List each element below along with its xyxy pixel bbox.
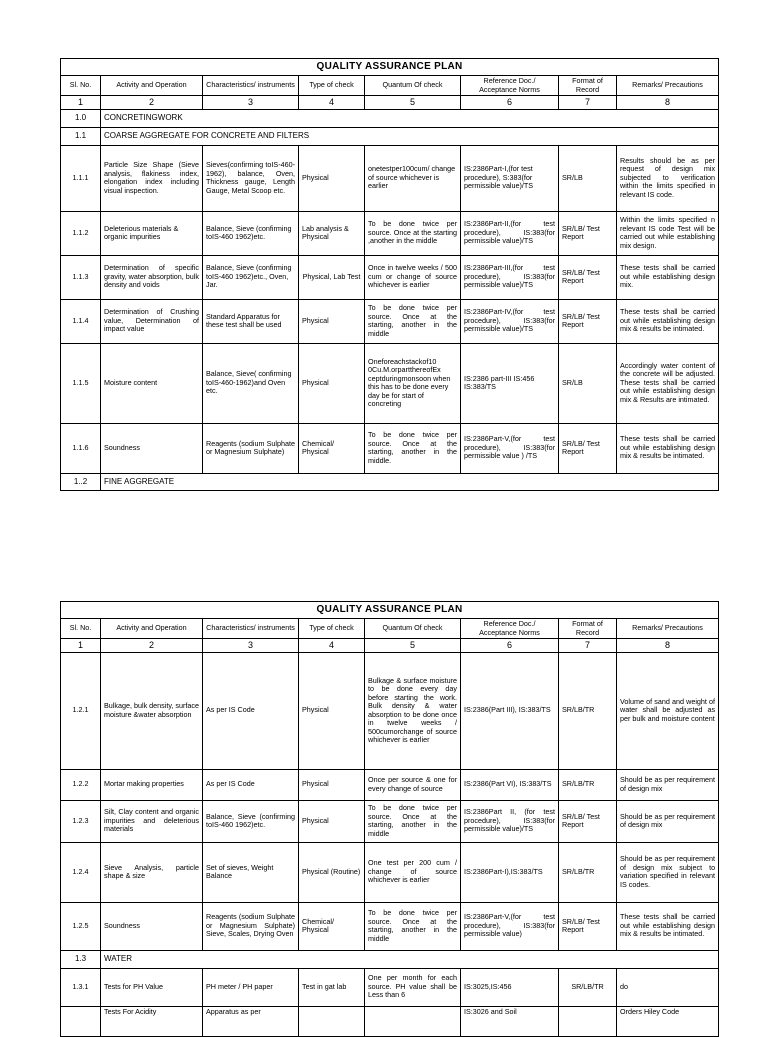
row-sl: 1.1.5 (61, 343, 101, 423)
row-activity: Silt, Clay content and organic impurities and deleterious materials (101, 800, 203, 842)
row-sl: 1.2.2 (61, 769, 101, 800)
header-sl: Sl. No. (61, 619, 101, 639)
row-remarks: Accordingly water content of the concrete will be adjusted. These tests shall be carried out while establishing design mix & Results are intimated. (617, 343, 719, 423)
row-sl: 1.1.2 (61, 211, 101, 255)
qap-table-2 (60, 601, 719, 1037)
row-format: SR/LB/ Test Report (559, 211, 617, 255)
row-type: Chemical/ Physical (299, 423, 365, 473)
row-quantum (365, 1006, 461, 1036)
row-reference: IS:2386Part II, (for test procedure), IS:383(for permissible value)/TS (461, 800, 559, 842)
row-remarks: Should be as per requirement of design mix subject to variation specified in relevant IS codes. (617, 842, 719, 902)
row-sl: 1.2.4 (61, 842, 101, 902)
row-characteristics: Balance, Sieve (confirming toIS-460 1962)etc., Oven, Jar. (203, 255, 299, 299)
row-activity: Moisture content (101, 343, 203, 423)
row-type (299, 1006, 365, 1036)
row-type: Physical (Routine) (299, 842, 365, 902)
row-characteristics: As per IS Code (203, 652, 299, 769)
header-reference: Reference Doc./ Acceptance Norms (461, 619, 559, 639)
row-quantum: To be done twice per source. Once at the starting, another in the middle (365, 299, 461, 343)
row-format: SR/LB/TR (559, 842, 617, 902)
row-type: Physical (299, 145, 365, 211)
row-reference: IS:3025,IS:456 (461, 968, 559, 1006)
row-characteristics: As per IS Code (203, 769, 299, 800)
row-remarks: Orders Hiley Code (617, 1006, 719, 1036)
row-sl: 1.1.1 (61, 145, 101, 211)
row-reference: IS:2386Part-I,(for test procedure), S:383(for permissible value)/TS (461, 145, 559, 211)
row-activity: Determination of Crushing value, Determination of impact value (101, 299, 203, 343)
col-number: 6 (461, 96, 559, 110)
table-row (61, 652, 719, 769)
row-remarks: Results should be as per request of design mix subjected to verification within the limits specified in relevant IS code. (617, 145, 719, 211)
row-type: Physical (299, 343, 365, 423)
table-row (61, 769, 719, 800)
header-reference: Reference Doc./ Acceptance Norms (461, 76, 559, 96)
row-format: SR/LB/ Test Report (559, 255, 617, 299)
header-activity: Activity and Operation (101, 619, 203, 639)
row-reference: IS:2386 part-III IS:456 IS:383/TS (461, 343, 559, 423)
header-row (61, 619, 719, 639)
table-row (61, 145, 719, 211)
column-number-row (61, 96, 719, 110)
row-reference: IS:2386Part-V,(for test procedure), IS:383(for permissible value ) /TS (461, 423, 559, 473)
section-number: 1.0 (61, 109, 101, 127)
row-sl: 1.3.1 (61, 968, 101, 1006)
section-label: CONCRETINGWORK (101, 109, 719, 127)
row-format: SR/LB/TR (559, 769, 617, 800)
row-sl: 1.1.6 (61, 423, 101, 473)
row-remarks: Should be as per requirement of design mix (617, 800, 719, 842)
col-number: 2 (101, 96, 203, 110)
row-remarks: Should be as per requirement of design mix (617, 769, 719, 800)
table-row (61, 423, 719, 473)
row-remarks: Volume of sand and weight of water shall be adjusted as per bulk and moisture content (617, 652, 719, 769)
row-activity: Deleterious materials & organic impurities (101, 211, 203, 255)
header-quantum: Quantum Of check (365, 619, 461, 639)
col-number: 4 (299, 96, 365, 110)
row-activity: Soundness (101, 423, 203, 473)
row-characteristics: Apparatus as per (203, 1006, 299, 1036)
row-format: SR/LB/ Test Report (559, 800, 617, 842)
table-row (61, 299, 719, 343)
col-number: 2 (101, 639, 203, 653)
row-format (559, 1006, 617, 1036)
row-sl: 1.2.1 (61, 652, 101, 769)
row-format: SR/LB/ Test Report (559, 299, 617, 343)
col-number: 6 (461, 639, 559, 653)
row-type: Test in gat lab (299, 968, 365, 1006)
section-row (61, 473, 719, 490)
column-number-row (61, 639, 719, 653)
row-remarks: These tests shall be carried out while establishing design mix. (617, 255, 719, 299)
row-format: SR/LB/ Test Report (559, 902, 617, 950)
col-number: 1 (61, 96, 101, 110)
row-quantum: Bulkage & surface moisture to be done every day before starting the work. Bulk density & water absorption to be done once in twelve weeks / 500cumorchange of source whichever is earlier (365, 652, 461, 769)
row-reference: IS:2386Part-IV,(for test procedure), IS:383(for permissible value)/TS (461, 299, 559, 343)
row-type: Chemical/ Physical (299, 902, 365, 950)
row-quantum: To be done twice per source. Once at the starting, another in the middle (365, 902, 461, 950)
row-characteristics: Standard Apparatus for these test shall be used (203, 299, 299, 343)
col-number: 8 (617, 96, 719, 110)
table-row-partial (61, 1006, 719, 1036)
header-remarks: Remarks/ Precautions (617, 76, 719, 96)
row-quantum: To be done twice per source. Once at the starting, another in the middle. (365, 423, 461, 473)
col-number: 5 (365, 96, 461, 110)
row-characteristics: Reagents (sodium Sulphate or Magnesium Sulphate) (203, 423, 299, 473)
row-activity: Bulkage, bulk density, surface moisture &water absorption (101, 652, 203, 769)
header-sl: Sl. No. (61, 76, 101, 96)
row-format: SR/LB/ Test Report (559, 423, 617, 473)
section-label: COARSE AGGREGATE FOR CONCRETE AND FILTERS (101, 127, 719, 145)
plan-title: QUALITY ASSURANCE PLAN (61, 602, 719, 619)
row-quantum: Once in twelve weeks / 500 cum or change of source whichever is earlier (365, 255, 461, 299)
col-number: 7 (559, 96, 617, 110)
section-row (61, 127, 719, 145)
section-label: WATER (101, 950, 719, 968)
row-remarks: These tests shall be carried out while establishing design mix & results be intimated. (617, 299, 719, 343)
header-remarks: Remarks/ Precautions (617, 619, 719, 639)
row-activity: Tests For Acidity (101, 1006, 203, 1036)
row-remarks: These tests shall be carried out while establishing design mix & results be intimated. (617, 902, 719, 950)
section-number: 1.1 (61, 127, 101, 145)
section-row (61, 109, 719, 127)
row-format: SR/LB (559, 343, 617, 423)
qap-table-1 (60, 58, 719, 491)
header-activity: Activity and Operation (101, 76, 203, 96)
row-quantum: To be done twice per source. Once at the starting ,another in the middle (365, 211, 461, 255)
col-number: 7 (559, 639, 617, 653)
col-number: 5 (365, 639, 461, 653)
header-quantum: Quantum Of check (365, 76, 461, 96)
row-characteristics: Balance, Sieve (confirming toIS-460 1962)etc. (203, 211, 299, 255)
row-activity: Particle Size Shape (Sieve analysis, flakiness index, elongation index including visual inspection. (101, 145, 203, 211)
row-type: Physical (299, 652, 365, 769)
header-type: Type of check (299, 619, 365, 639)
row-quantum: One per month for each source. PH value shall be Less than 6 (365, 968, 461, 1006)
row-quantum: To be done twice per source. Once at the starting, another in the middle (365, 800, 461, 842)
row-characteristics: Balance, Sieve (confirming toIS-460 1962)etc. (203, 800, 299, 842)
row-characteristics: Sieves(confirming toIS-460-1962), balance, Oven, Thickness gauge, Length Gauge, Metal Scoop etc. (203, 145, 299, 211)
row-characteristics: Set of sieves, Weight Balance (203, 842, 299, 902)
row-reference: IS:2386Part-I),IS:383/TS (461, 842, 559, 902)
section-number: 1..2 (61, 473, 101, 490)
row-quantum: Once per source & one for every change of source (365, 769, 461, 800)
table-row (61, 800, 719, 842)
row-activity: Determination of specific gravity, water absorption, bulk density and voids (101, 255, 203, 299)
row-sl: 1.1.3 (61, 255, 101, 299)
row-reference: IS:2386(Part VI), IS:383/TS (461, 769, 559, 800)
col-number: 3 (203, 96, 299, 110)
section-number: 1.3 (61, 950, 101, 968)
table-row (61, 968, 719, 1006)
row-characteristics: Reagents (sodium Sulphate or Magnesium Sulphate) Sieve, Scales, Drying Oven (203, 902, 299, 950)
row-reference: IS:2386Part-V,(for test procedure), IS:383(for permissible value) (461, 902, 559, 950)
row-quantum: Oneforeachstackof10 0Cu.M.orpartthereofEx ceptduringmonsoon when this has to be done every day be for start of concreting (365, 343, 461, 423)
row-reference: IS:3026 and Soil (461, 1006, 559, 1036)
header-format: Format of Record (559, 76, 617, 96)
col-number: 8 (617, 639, 719, 653)
header-type: Type of check (299, 76, 365, 96)
row-sl: 1.1.4 (61, 299, 101, 343)
col-number: 1 (61, 639, 101, 653)
table-row (61, 255, 719, 299)
row-characteristics: Balance, Sieve( confirming toIS-460-1962)and Oven etc. (203, 343, 299, 423)
row-quantum: One test per 200 cum / change of source whichever is earlier (365, 842, 461, 902)
row-activity: Mortar making properties (101, 769, 203, 800)
col-number: 3 (203, 639, 299, 653)
row-sl (61, 1006, 101, 1036)
header-format: Format of Record (559, 619, 617, 639)
row-remarks: Within the limits specified n relevant IS code Test will be carried out while establishing mix design. (617, 211, 719, 255)
row-format: SR/LB/TR (559, 968, 617, 1006)
row-type: Physical, Lab Test (299, 255, 365, 299)
table-row (61, 842, 719, 902)
row-sl: 1.2.3 (61, 800, 101, 842)
row-activity: Sieve Analysis, particle shape & size (101, 842, 203, 902)
row-remarks: These tests shall be carried out while establishing design mix & results be intimated. (617, 423, 719, 473)
section-label: FINE AGGREGATE (101, 473, 719, 490)
row-activity: Tests for PH Value (101, 968, 203, 1006)
table-row (61, 211, 719, 255)
row-quantum: onetestper100cum/ change of source whichever is earlier (365, 145, 461, 211)
row-reference: IS:2386Part-II,(for test procedure), IS:383(for permissible value)/TS (461, 211, 559, 255)
row-type: Physical (299, 769, 365, 800)
row-reference: IS:2386(Part III), IS:383/TS (461, 652, 559, 769)
row-reference: IS:2386Part-III,(for test procedure), IS:383(for permissible value)/TS (461, 255, 559, 299)
col-number: 4 (299, 639, 365, 653)
row-remarks: do (617, 968, 719, 1006)
row-sl: 1.2.5 (61, 902, 101, 950)
header-characteristics: Characteristics/ instruments (203, 619, 299, 639)
plan-title: QUALITY ASSURANCE PLAN (61, 59, 719, 76)
row-format: SR/LB/TR (559, 652, 617, 769)
header-row (61, 76, 719, 96)
row-type: Physical (299, 299, 365, 343)
section-row (61, 950, 719, 968)
table-row (61, 902, 719, 950)
row-activity: Soundness (101, 902, 203, 950)
table-row (61, 343, 719, 423)
row-type: Physical (299, 800, 365, 842)
row-type: Lab analysis & Physical (299, 211, 365, 255)
header-characteristics: Characteristics/ instruments (203, 76, 299, 96)
row-characteristics: PH meter / PH paper (203, 968, 299, 1006)
row-format: SR/LB (559, 145, 617, 211)
